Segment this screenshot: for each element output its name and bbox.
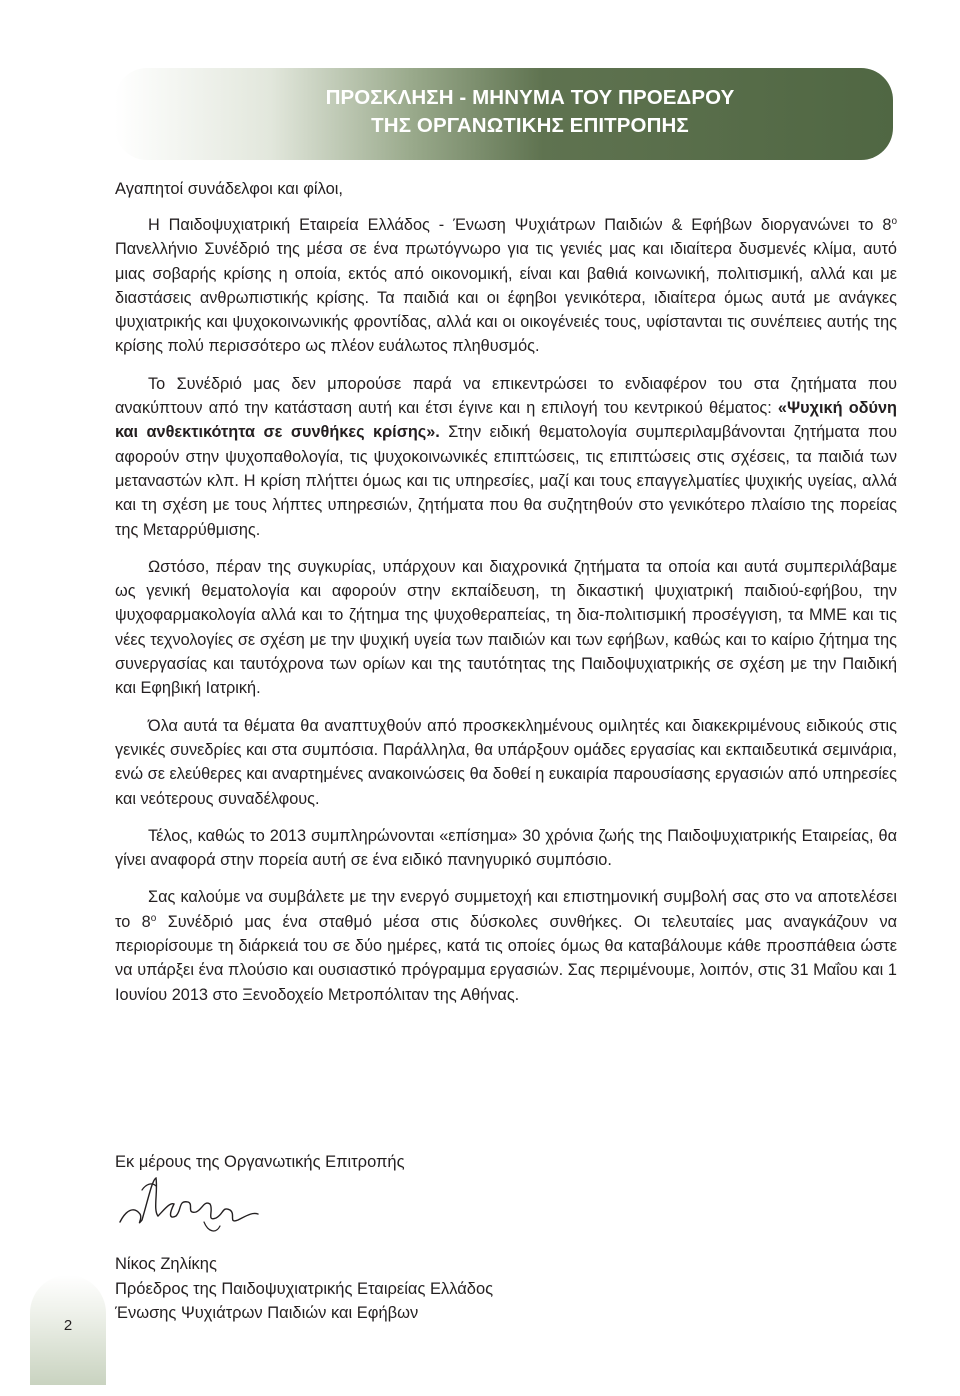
paragraph-1-text-a: Η Παιδοψυχιατρική Εταιρεία Ελλάδος - Ένωση Ψυχιάτρων Παιδιών & Εφήβων διοργανώνει το 8 [148, 216, 892, 234]
paragraph-2-text-a: Το Συνέδριό μας δεν μπορούσε παρά να επικεντρώσει το ενδιαφέρον του στα ζητήματα που ανακύπτουν από την κατάσταση αυτή και έτσι έγινε και η επιλογή του κεντρικού θέματος: [115, 374, 897, 418]
sign-intro: Εκ μέρους της Οργανωτικής Επιτροπής [115, 1153, 405, 1171]
paragraph-6 [115, 885, 897, 1006]
paragraph-1 [115, 213, 897, 359]
paragraph-1-text-b: Πανελλήνιο Συνέδριό της μέσα σε ένα πρωτόγνωρο για τις γενιές μας και ιδιαίτερα δυσμενές κλίμα, αυτό μιας σοβαρής κρίσης η οποία, εκτός από οικονομική, είναι και βαθιά κοινωνική, πολιτισμική, αλλά και με διαστάσεις ανθρωπιστικής κρίσης. Τα παιδιά και οι έφηβοι γενικότερα, ιδιαίτερα όμως αυτά με ανάγκες ψυχιατρικής και ψυχοκοινωνικής φροντίδας, αλλά και οι οικογένειές τους, υφίστανται τις συνέπειες αυτής της κρίσης πολύ περισσότερο ως πλέον ευάλωτος πληθυσμός. [115, 240, 897, 356]
signatory-title-1: Πρόεδρος της Παιδοψυχιατρικής Εταιρείας Ελλάδος [115, 1279, 494, 1298]
signature-block [115, 1252, 493, 1326]
paragraph-2-text-b: Στην ειδική θεματολογία συμπεριλαμβάνονται ζητήματα που αφορούν στην ψυχοπαθολογία, τις ψυχοκοινωνικές επιπτώσεις, τις επιπτώσεις στις σχέσεις, τα παιδιά των μεταναστών κλπ. Η κρίση πλήττει όμως και τις υπηρεσίες, μαζί και τους επαγγελματίες ψυχικής υγείας, αλλά και τη σχέση με τους λήπτες υπηρεσιών, ζητήματα που θα συζητηθούν στο γενικότερο πλαίσιο της πορείας της Μεταρρύθμισης. [115, 423, 897, 539]
ordinal-superscript: ο [891, 216, 897, 227]
page-number: 2 [63, 1317, 73, 1334]
paragraph-3: Ωστόσο, πέραν της συγκυρίας, υπάρχουν και διαχρονικά ζητήματα τα οποία και αυτά συμπεριλάβαμε ως γενική θεματολογία και αφορούν στην εκπαίδευση, τη δικαστική ψυχιατρική παιδιού-εφήβου, την ψυχοφαρμακολογία αλλά και το ζήτημα της ψυχοθεραπείας, τη δια-πολιτισμική προσέγγιση, τα ΜΜΕ και τις νέες τεχνολογίες σε σχέση με την ψυχική υγεία των παιδιών και των εφήβων, καθώς και το καίριο ζήτημα της συνεργασίας και ταυτόχρονα των ορίων και της ταυτότητας της Παιδοψυχιατρικής σε σχέση με την Παιδική και Εφηβική Ιατρική. [115, 557, 897, 698]
paragraph-6-text-a: Σας καλούμε να συμβάλετε με την ενεργό συμμετοχή και επιστημονική συμβολή σας στο να αποτελέσει το 8 [115, 888, 897, 931]
paragraph-5: Τέλος, καθώς το 2013 συμπληρώνονται «επίσημα» 30 χρόνια ζωής της Παιδοψυχιατρικής Εταιρείας, θα γίνει αναφορά στην πορεία αυτή σε ένα ειδικό πανηγυρικό συμπόσιο. [115, 826, 897, 870]
signatory-title-2: Ένωσης Ψυχιάτρων Παιδιών και Εφήβων [115, 1304, 419, 1322]
conference-theme: «Ψυχική οδύνη και ανθεκτικότητα σε συνθήκες κρίσης». [115, 399, 897, 442]
greeting: Αγαπητοί συνάδελφοι και φίλοι, [115, 180, 344, 198]
page-title [160, 84, 900, 140]
paragraph-6-text-b: Συνέδριό μας ένα σταθμό μέσα στις δύσκολες συνθήκες. Οι τελευταίες μας αναγκάζουν να περιορίσουμε τη διάρκειά του σε δύο ημέρες, κατά τις οποίες όμως θα καταβάλουμε κάθε προσπάθεια ώστε να υπάρξει ένα πλούσιο και ουσιαστικό πρόγραμμα εργασιών. Σας περιμένουμε, λοιπόν, στις 31 Μαΐου και 1 Ιουνίου 2013 στο Ξενοδοχείο Μετροπόλιταν της Αθήνας. [115, 912, 898, 1004]
paragraph-2 [115, 372, 897, 542]
title-line-1: ΠΡΟΣΚΛΗΣΗ - ΜΗΝΥΜΑ ΤΟΥ ΠΡΟΕΔΡΟΥ [325, 86, 735, 109]
title-line-2: ΤΗΣ ΟΡΓΑΝΩΤΙΚΗΣ ΕΠΙΤΡΟΠΗΣ [371, 114, 689, 137]
page-number-tab [30, 1275, 106, 1385]
signatory-name: Νίκος Ζηλίκης [115, 1255, 217, 1273]
paragraph-4: Όλα αυτά τα θέματα θα αναπτυχθούν από προσκεκλημένους ομιλητές και διακεκριμένους ειδικούς στις γενικές συνεδρίες και στα συμπόσια. Παράλληλα, θα υπάρξουν ομάδες εργασίας και εκπαιδευτικά σεμινάρια, ενώ σε ελεύθερες και αναρτημένες ανακοινώσεις θα δοθεί η ευκαιρία παρουσίασης εργασιών από υπηρεσίες και νεότερους συναδέλφους. [115, 716, 897, 808]
letter-body [115, 213, 897, 1020]
ordinal-superscript: ο [150, 912, 157, 924]
handwritten-signature [112, 1170, 262, 1240]
